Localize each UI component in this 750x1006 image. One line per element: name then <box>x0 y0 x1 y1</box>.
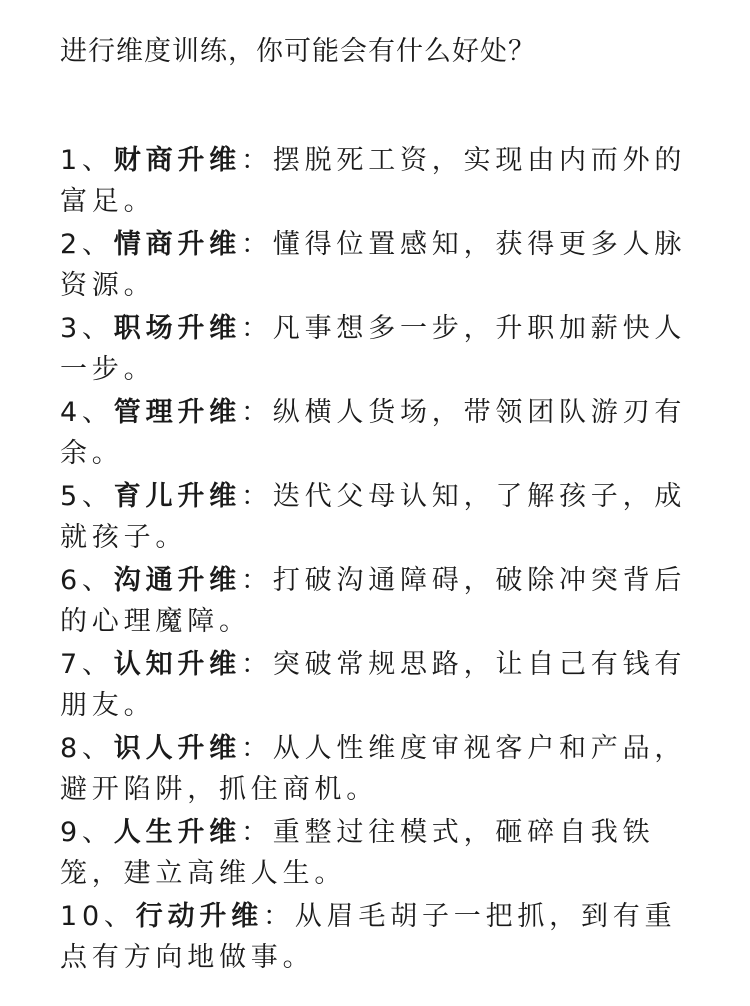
list-item <box>60 476 700 560</box>
item-description: 懂得位置感知，获得更多人脉资源。 <box>60 229 687 301</box>
item-separator: ： <box>240 733 273 764</box>
item-separator: ： <box>240 481 273 512</box>
item-number: 8、 <box>60 733 114 764</box>
item-separator: ： <box>240 397 273 428</box>
list-item <box>60 224 700 308</box>
item-number: 5、 <box>60 481 114 512</box>
item-title: 人生升维 <box>113 817 241 848</box>
list-item <box>60 308 700 392</box>
item-description: 摆脱死工资，实现由内而外的富足。 <box>60 145 687 217</box>
item-separator: ： <box>240 817 273 848</box>
benefits-list <box>60 140 700 980</box>
item-description: 从眉毛胡子一把抓，到有重点有方向地做事。 <box>60 901 677 973</box>
item-separator: ： <box>240 565 273 596</box>
item-title: 沟通升维 <box>113 565 241 596</box>
item-description: 重整过往模式，砸碎自我铁笼，建立高维人生。 <box>60 817 655 889</box>
article-heading: 进行维度训练，你可能会有什么好处？ <box>60 36 536 67</box>
list-item <box>60 812 700 896</box>
list-item <box>60 728 700 812</box>
list-item <box>60 392 700 476</box>
item-separator: ： <box>262 901 295 932</box>
item-title: 财商升维 <box>113 145 241 176</box>
item-number: 9、 <box>60 817 114 848</box>
item-number: 7、 <box>60 649 114 680</box>
item-title: 职场升维 <box>113 313 241 344</box>
item-separator: ： <box>240 145 273 176</box>
item-title: 行动升维 <box>135 901 263 932</box>
item-number: 10、 <box>60 901 136 932</box>
item-separator: ： <box>240 649 273 680</box>
item-title: 识人升维 <box>113 733 241 764</box>
list-item <box>60 560 700 644</box>
item-description: 凡事想多一步，升职加薪快人一步。 <box>60 313 687 385</box>
item-separator: ： <box>240 313 273 344</box>
item-title: 育儿升维 <box>113 481 241 512</box>
list-item <box>60 896 700 980</box>
list-item <box>60 140 700 224</box>
item-description: 突破常规思路，让自己有钱有朋友。 <box>60 649 687 721</box>
item-description: 迭代父母认知，了解孩子，成就孩子。 <box>60 481 687 553</box>
item-title: 管理升维 <box>113 397 241 428</box>
item-number: 6、 <box>60 565 114 596</box>
item-title: 认知升维 <box>113 649 241 680</box>
item-number: 2、 <box>60 229 114 260</box>
item-separator: ： <box>240 229 273 260</box>
item-number: 4、 <box>60 397 114 428</box>
item-description: 纵横人货场，带领团队游刃有余。 <box>60 397 687 469</box>
item-title: 情商升维 <box>113 229 241 260</box>
list-item <box>60 644 700 728</box>
item-number: 3、 <box>60 313 114 344</box>
item-number: 1、 <box>60 145 114 176</box>
item-description: 打破沟通障碍，破除冲突背后的心理魔障。 <box>60 565 687 637</box>
item-description: 从人性维度审视客户和产品，避开陷阱，抓住商机。 <box>60 733 687 805</box>
